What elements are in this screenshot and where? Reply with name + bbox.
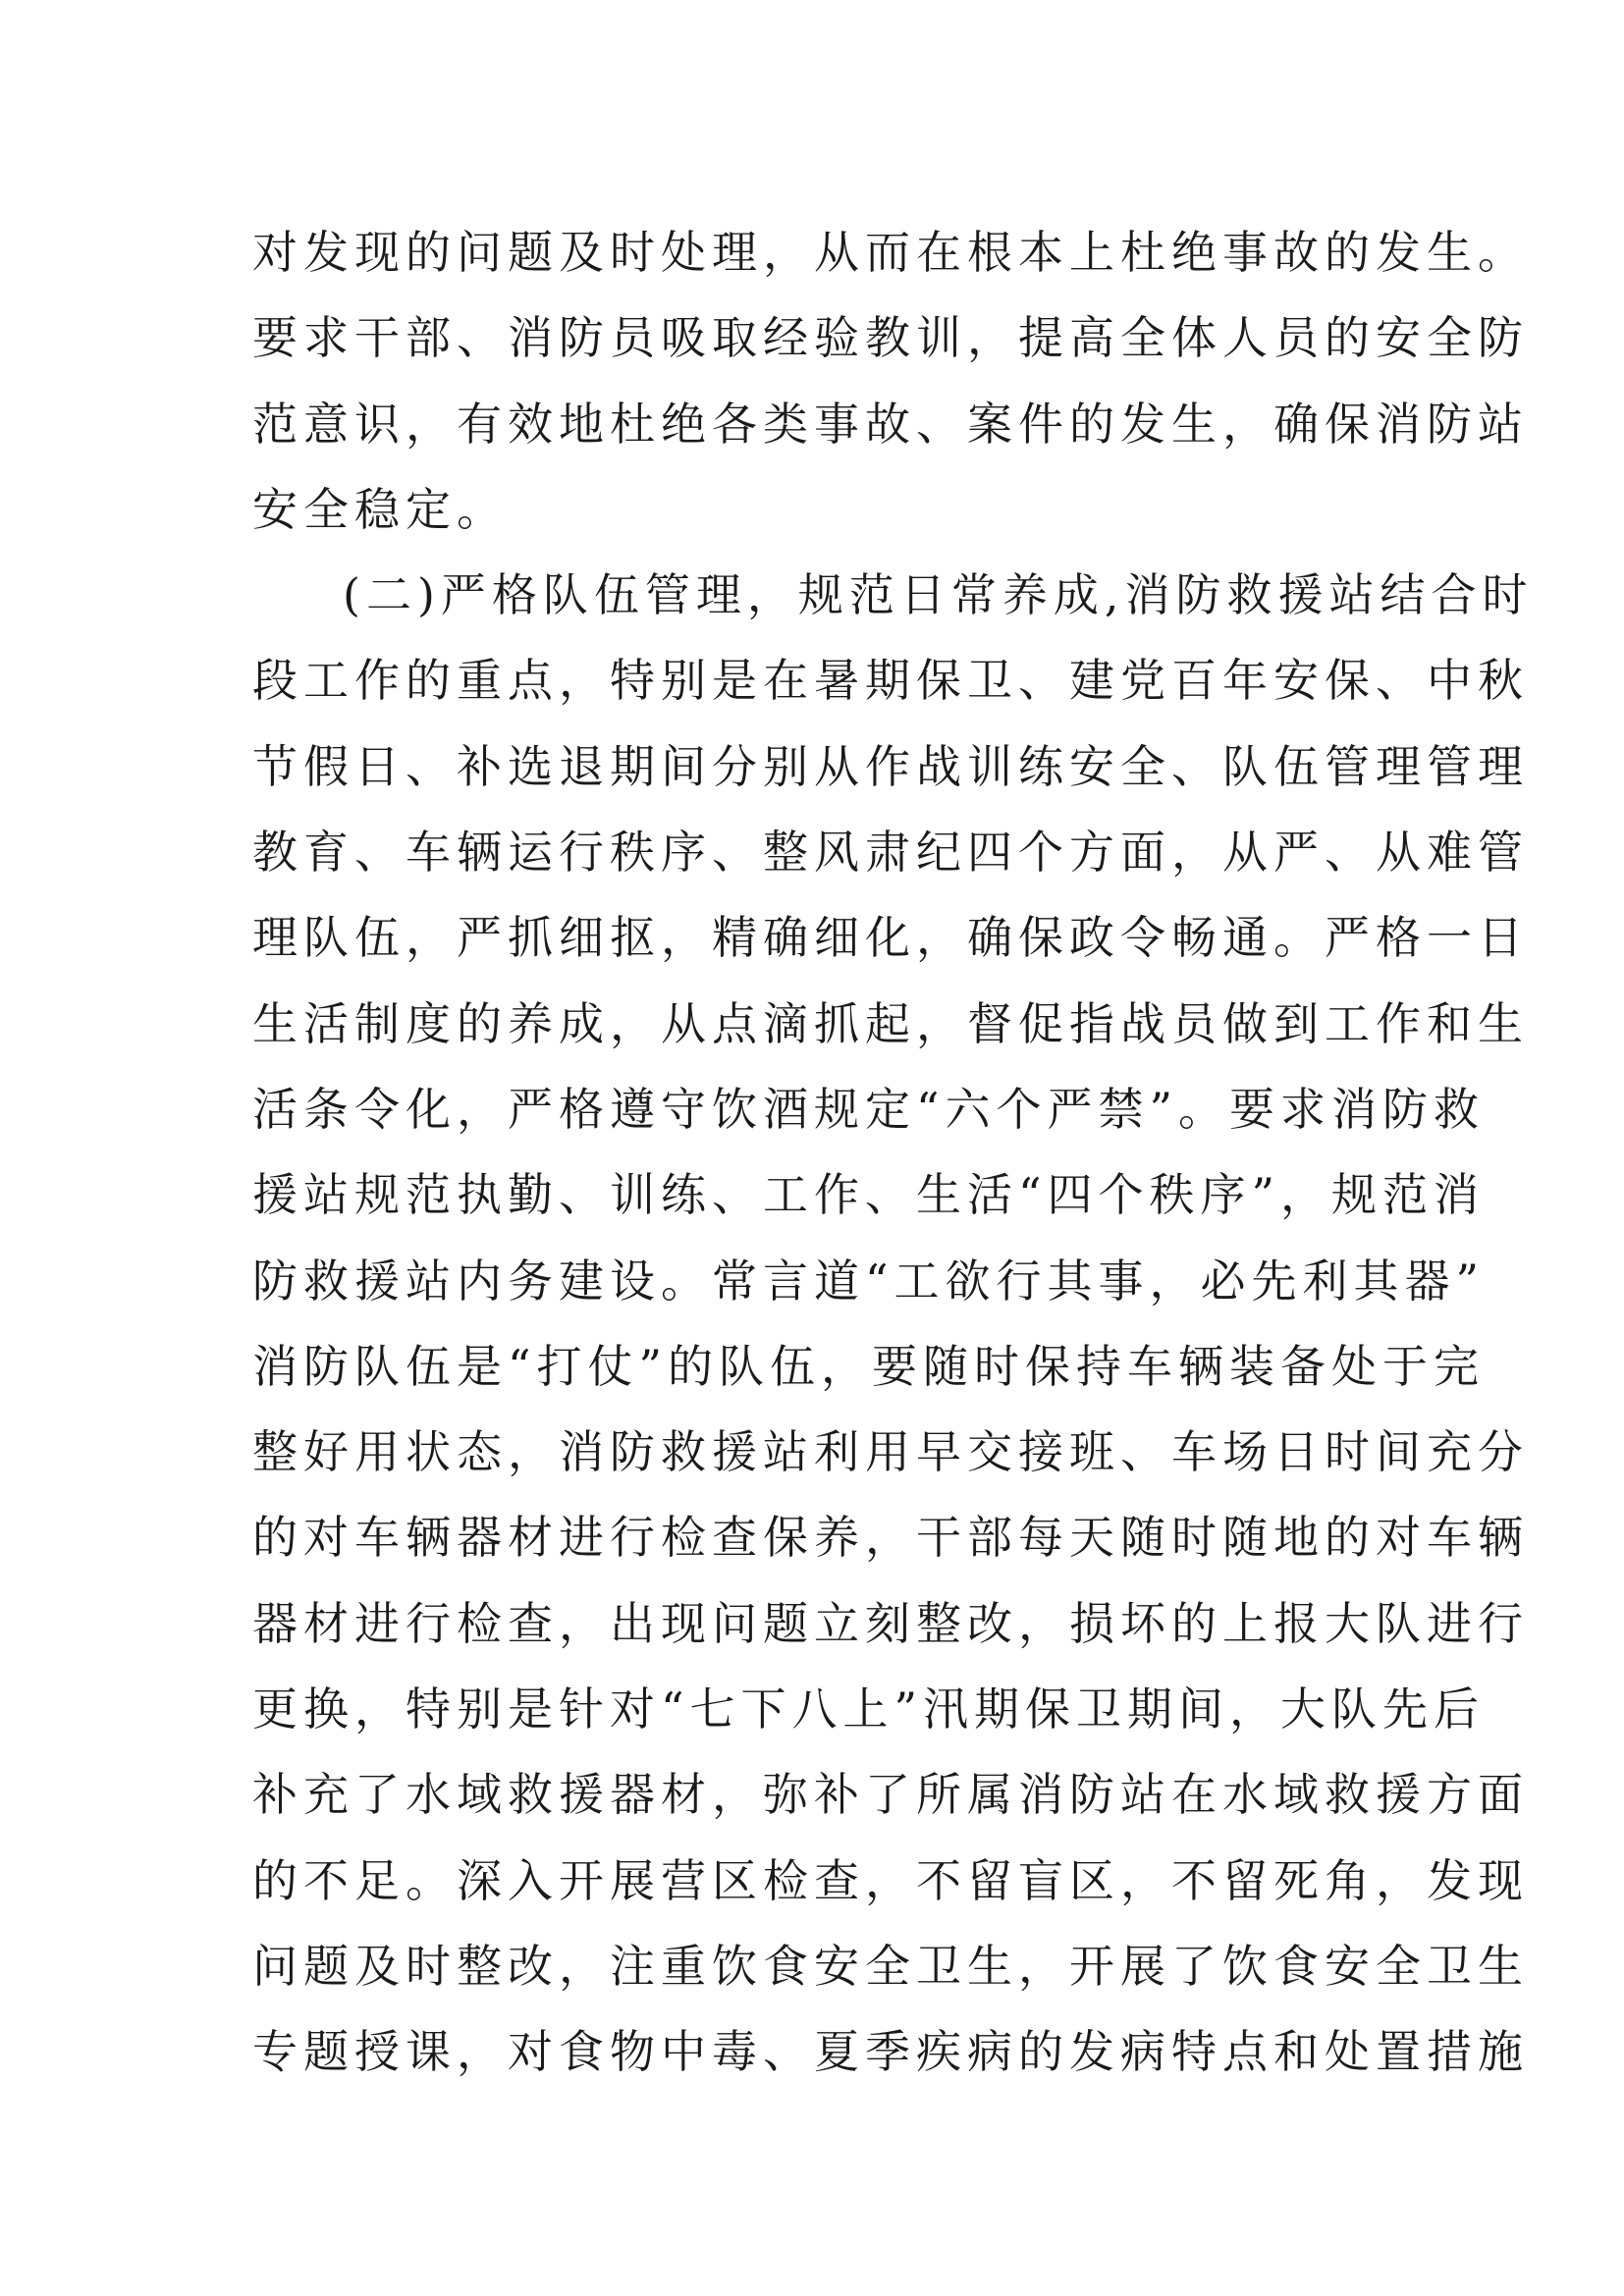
body-text [252, 210, 1534, 2096]
section-heading-line: (二)严格队伍管理，规范日常养成,消防救援站结合时 [343, 568, 1534, 622]
text-line: 补充了水域救援器材，弥补了所属消防站在水域救援方面 [252, 1768, 1529, 1822]
text-line: 消防队伍是“打仗”的队伍，要随时保持车辆装备处于完 [252, 1339, 1486, 1393]
text-line: 器材进行检查，出现问题立刻整改，损坏的上报大队进行 [252, 1596, 1529, 1650]
text-line: 更换，特别是针对“七下八上”汛期保卫期间，大队先后 [252, 1682, 1486, 1736]
text-line: 生活制度的养成，从点滴抓起，督促指战员做到工作和生 [252, 996, 1529, 1050]
text-line: 安全稳定。 [252, 482, 508, 536]
text-line: 节假日、补选退期间分别从作战训练安全、队伍管理管理 [252, 739, 1529, 793]
text-line: 要求干部、消防员吸取经验教训，提高全体人员的安全防 [252, 311, 1529, 365]
text-line: 的不足。深入开展营区检查，不留盲区，不留死角，发现 [252, 1853, 1529, 1907]
text-line: 理队伍，严抓细抠，精确细化，确保政令畅通。严格一日 [252, 911, 1529, 965]
text-line: 范意识，有效地杜绝各类事故、案件的发生，确保消防站 [252, 397, 1529, 451]
text-line: 问题及时整改，注重饮食安全卫生，开展了饮食安全卫生 [252, 1939, 1529, 1993]
text-line: 对发现的问题及时处理，从而在根本上杜绝事故的发生。 [252, 226, 1529, 279]
text-line: 活条令化，严格遵守饮酒规定“六个严禁”。要求消防救 [252, 1082, 1486, 1136]
text-line: 专题授课，对食物中毒、夏季疾病的发病特点和处置措施 [252, 2025, 1529, 2079]
text-line: 整好用状态，消防救援站利用早交接班、车场日时间充分 [252, 1425, 1529, 1479]
text-line: 防救援站内务建设。常言道“工欲行其事，必先利其器” [252, 1254, 1486, 1308]
text-line: 的对车辆器材进行检查保养，干部每天随时随地的对车辆 [252, 1511, 1529, 1565]
text-line: 援站规范执勤、训练、工作、生活“四个秩序”，规范消 [252, 1168, 1486, 1222]
text-line: 段工作的重点，特别是在暑期保卫、建党百年安保、中秋 [252, 654, 1529, 708]
text-line: 教育、车辆运行秩序、整风肃纪四个方面，从严、从难管 [252, 826, 1529, 880]
